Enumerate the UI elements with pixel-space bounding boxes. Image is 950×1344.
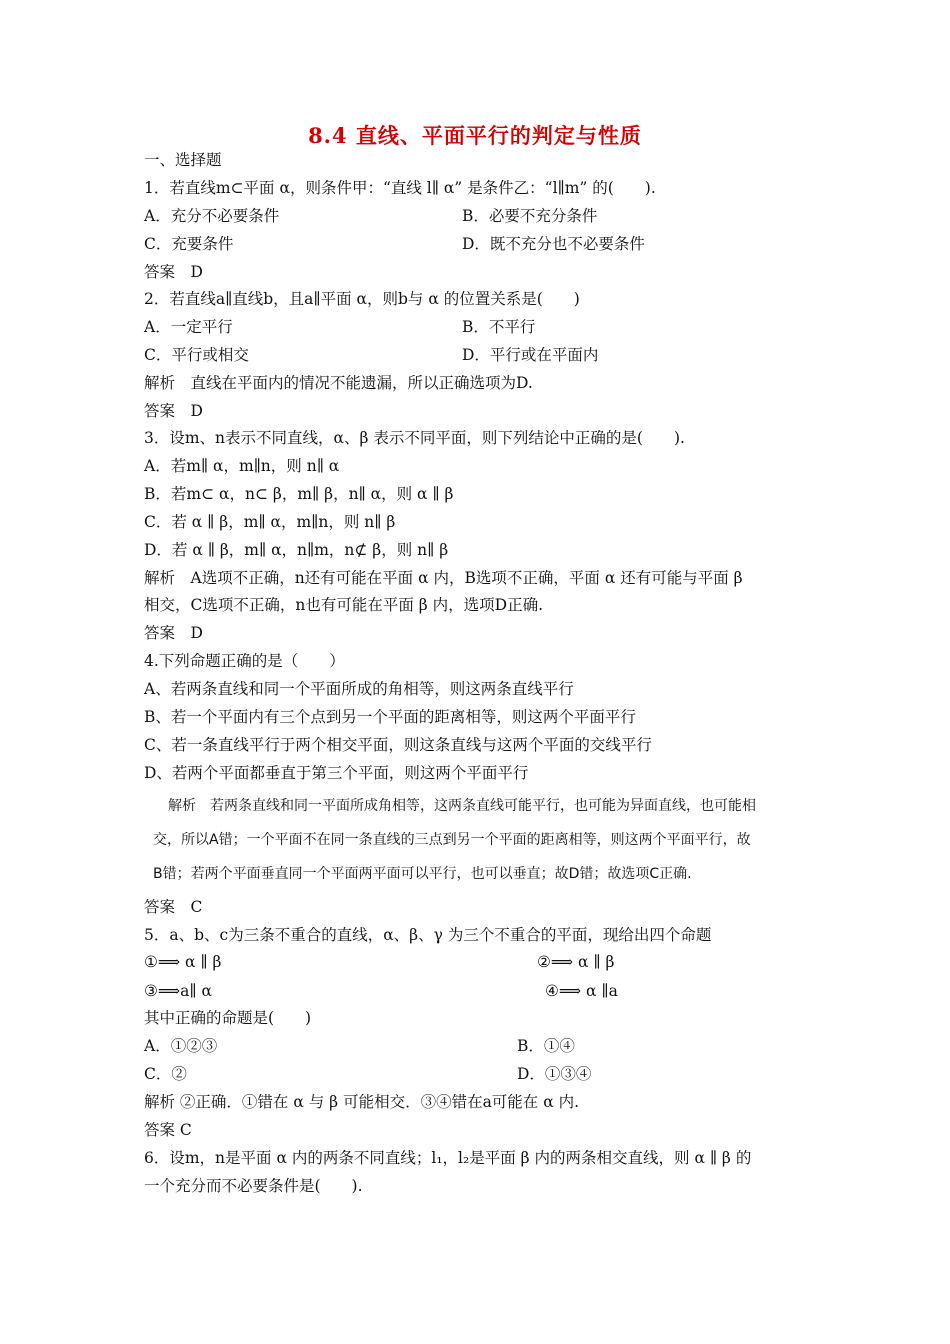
q4-stem: 4.下列命题正确的是（ ） xyxy=(144,652,345,670)
q3-option-b: B．若m⊂ α，n⊂ β，m∥ β，n∥ α，则 α ∥ β xyxy=(144,485,454,503)
q3-stem: 3．设m、n表示不同直线，α、β 表示不同平面，则下列结论中正确的是( ). xyxy=(144,429,685,447)
q5-question: 其中正确的命题是( ) xyxy=(144,1009,312,1027)
q2-option-a: A．一定平行 xyxy=(144,318,233,336)
q5-option-b: B．①④ xyxy=(517,1037,575,1055)
q1-option-d: D．既不充分也不必要条件 xyxy=(462,235,645,253)
q1-stem: 1．若直线m⊂平面 α，则条件甲：“直线 l∥ α” 是条件乙：“l∥m” 的( ). xyxy=(144,179,656,197)
q3-analysis-line1: 解析 A选项不正确，n还有可能在平面 α 内，B选项不正确，平面 α 还有可能与平面 β xyxy=(144,569,743,587)
q3-option-a: A．若m∥ α，m∥n，则 n∥ α xyxy=(144,457,340,475)
q2-analysis: 解析 直线在平面内的情况不能遗漏，所以正确选项为D. xyxy=(144,374,533,392)
q6-stem-line2: 一个充分而不必要条件是( ). xyxy=(144,1177,363,1195)
section-heading: 一、选择题 xyxy=(144,151,222,169)
q1-option-b: B．必要不充分条件 xyxy=(462,207,598,225)
q4-option-d: D、若两个平面都垂直于第三个平面，则这两个平面平行 xyxy=(144,764,529,782)
q5-option-c: C．② xyxy=(144,1065,187,1083)
q5-proposition-1: ①⟹ α ∥ β xyxy=(144,953,222,971)
q3-option-c: C．若 α ∥ β，m∥ α，m∥n，则 n∥ β xyxy=(144,513,396,531)
q5-proposition-2: ②⟹ α ∥ β xyxy=(537,953,615,971)
q2-answer: 答案 D xyxy=(144,402,203,420)
q3-analysis-line2: 相交，C选项不正确，n也有可能在平面 β 内，选项D正确. xyxy=(144,596,544,614)
q5-analysis: 解析 ②正确．①错在 α 与 β 可能相交．③④错在a可能在 α 内. xyxy=(144,1093,580,1111)
q4-option-c: C、若一条直线平行于两个相交平面，则这条直线与这两个平面的交线平行 xyxy=(144,736,652,754)
q4-answer: 答案 C xyxy=(144,898,203,916)
q4-analysis-line3: B错；若两个平面垂直同一个平面两平面可以平行，也可以垂直；故D错；故选项C正确. xyxy=(153,866,692,882)
q4-analysis-line1: 解析 若两条直线和同一平面所成角相等，这两条直线可能平行，也可能为异面直线，也可能相 xyxy=(168,798,756,814)
q5-option-d: D．①③④ xyxy=(517,1065,592,1083)
q2-stem: 2．若直线a∥直线b，且a∥平面 α，则b与 α 的位置关系是( ) xyxy=(144,290,580,308)
q5-answer: 答案 C xyxy=(144,1121,192,1139)
q4-option-a: A、若两条直线和同一个平面所成的角相等，则这两条直线平行 xyxy=(144,680,574,698)
q3-option-d: D．若 α ∥ β，m∥ α，n∥m，n⊄ β，则 n∥ β xyxy=(144,541,449,559)
q1-answer: 答案 D xyxy=(144,263,203,281)
q5-stem: 5．a、b、c为三条不重合的直线，α、β、γ 为三个不重合的平面，现给出四个命题 xyxy=(144,926,712,944)
q6-stem-line1: 6．设m，n是平面 α 内的两条不同直线；l₁，l₂是平面 β 内的两条相交直线，则 α ∥ β 的 xyxy=(144,1149,752,1167)
q5-proposition-4: ④⟹ α ∥a xyxy=(545,982,618,1000)
page-title: 8.4 直线、平面平行的判定与性质 xyxy=(308,123,642,148)
q5-proposition-3: ③⟹a∥ α xyxy=(144,982,212,1000)
q2-option-c: C．平行或相交 xyxy=(144,346,249,364)
q3-answer: 答案 D xyxy=(144,624,203,642)
q1-option-c: C．充要条件 xyxy=(144,235,234,253)
q2-option-d: D．平行或在平面内 xyxy=(462,346,599,364)
q1-option-a: A．充分不必要条件 xyxy=(144,207,280,225)
q4-option-b: B、若一个平面内有三个点到另一个平面的距离相等，则这两个平面平行 xyxy=(144,708,636,726)
q2-option-b: B．不平行 xyxy=(462,318,536,336)
q5-option-a: A．①②③ xyxy=(144,1037,218,1055)
q4-analysis-line2: 交，所以A错；一个平面不在同一条直线的三点到另一个平面的距离相等，则这两个平面平行，故 xyxy=(153,832,751,848)
